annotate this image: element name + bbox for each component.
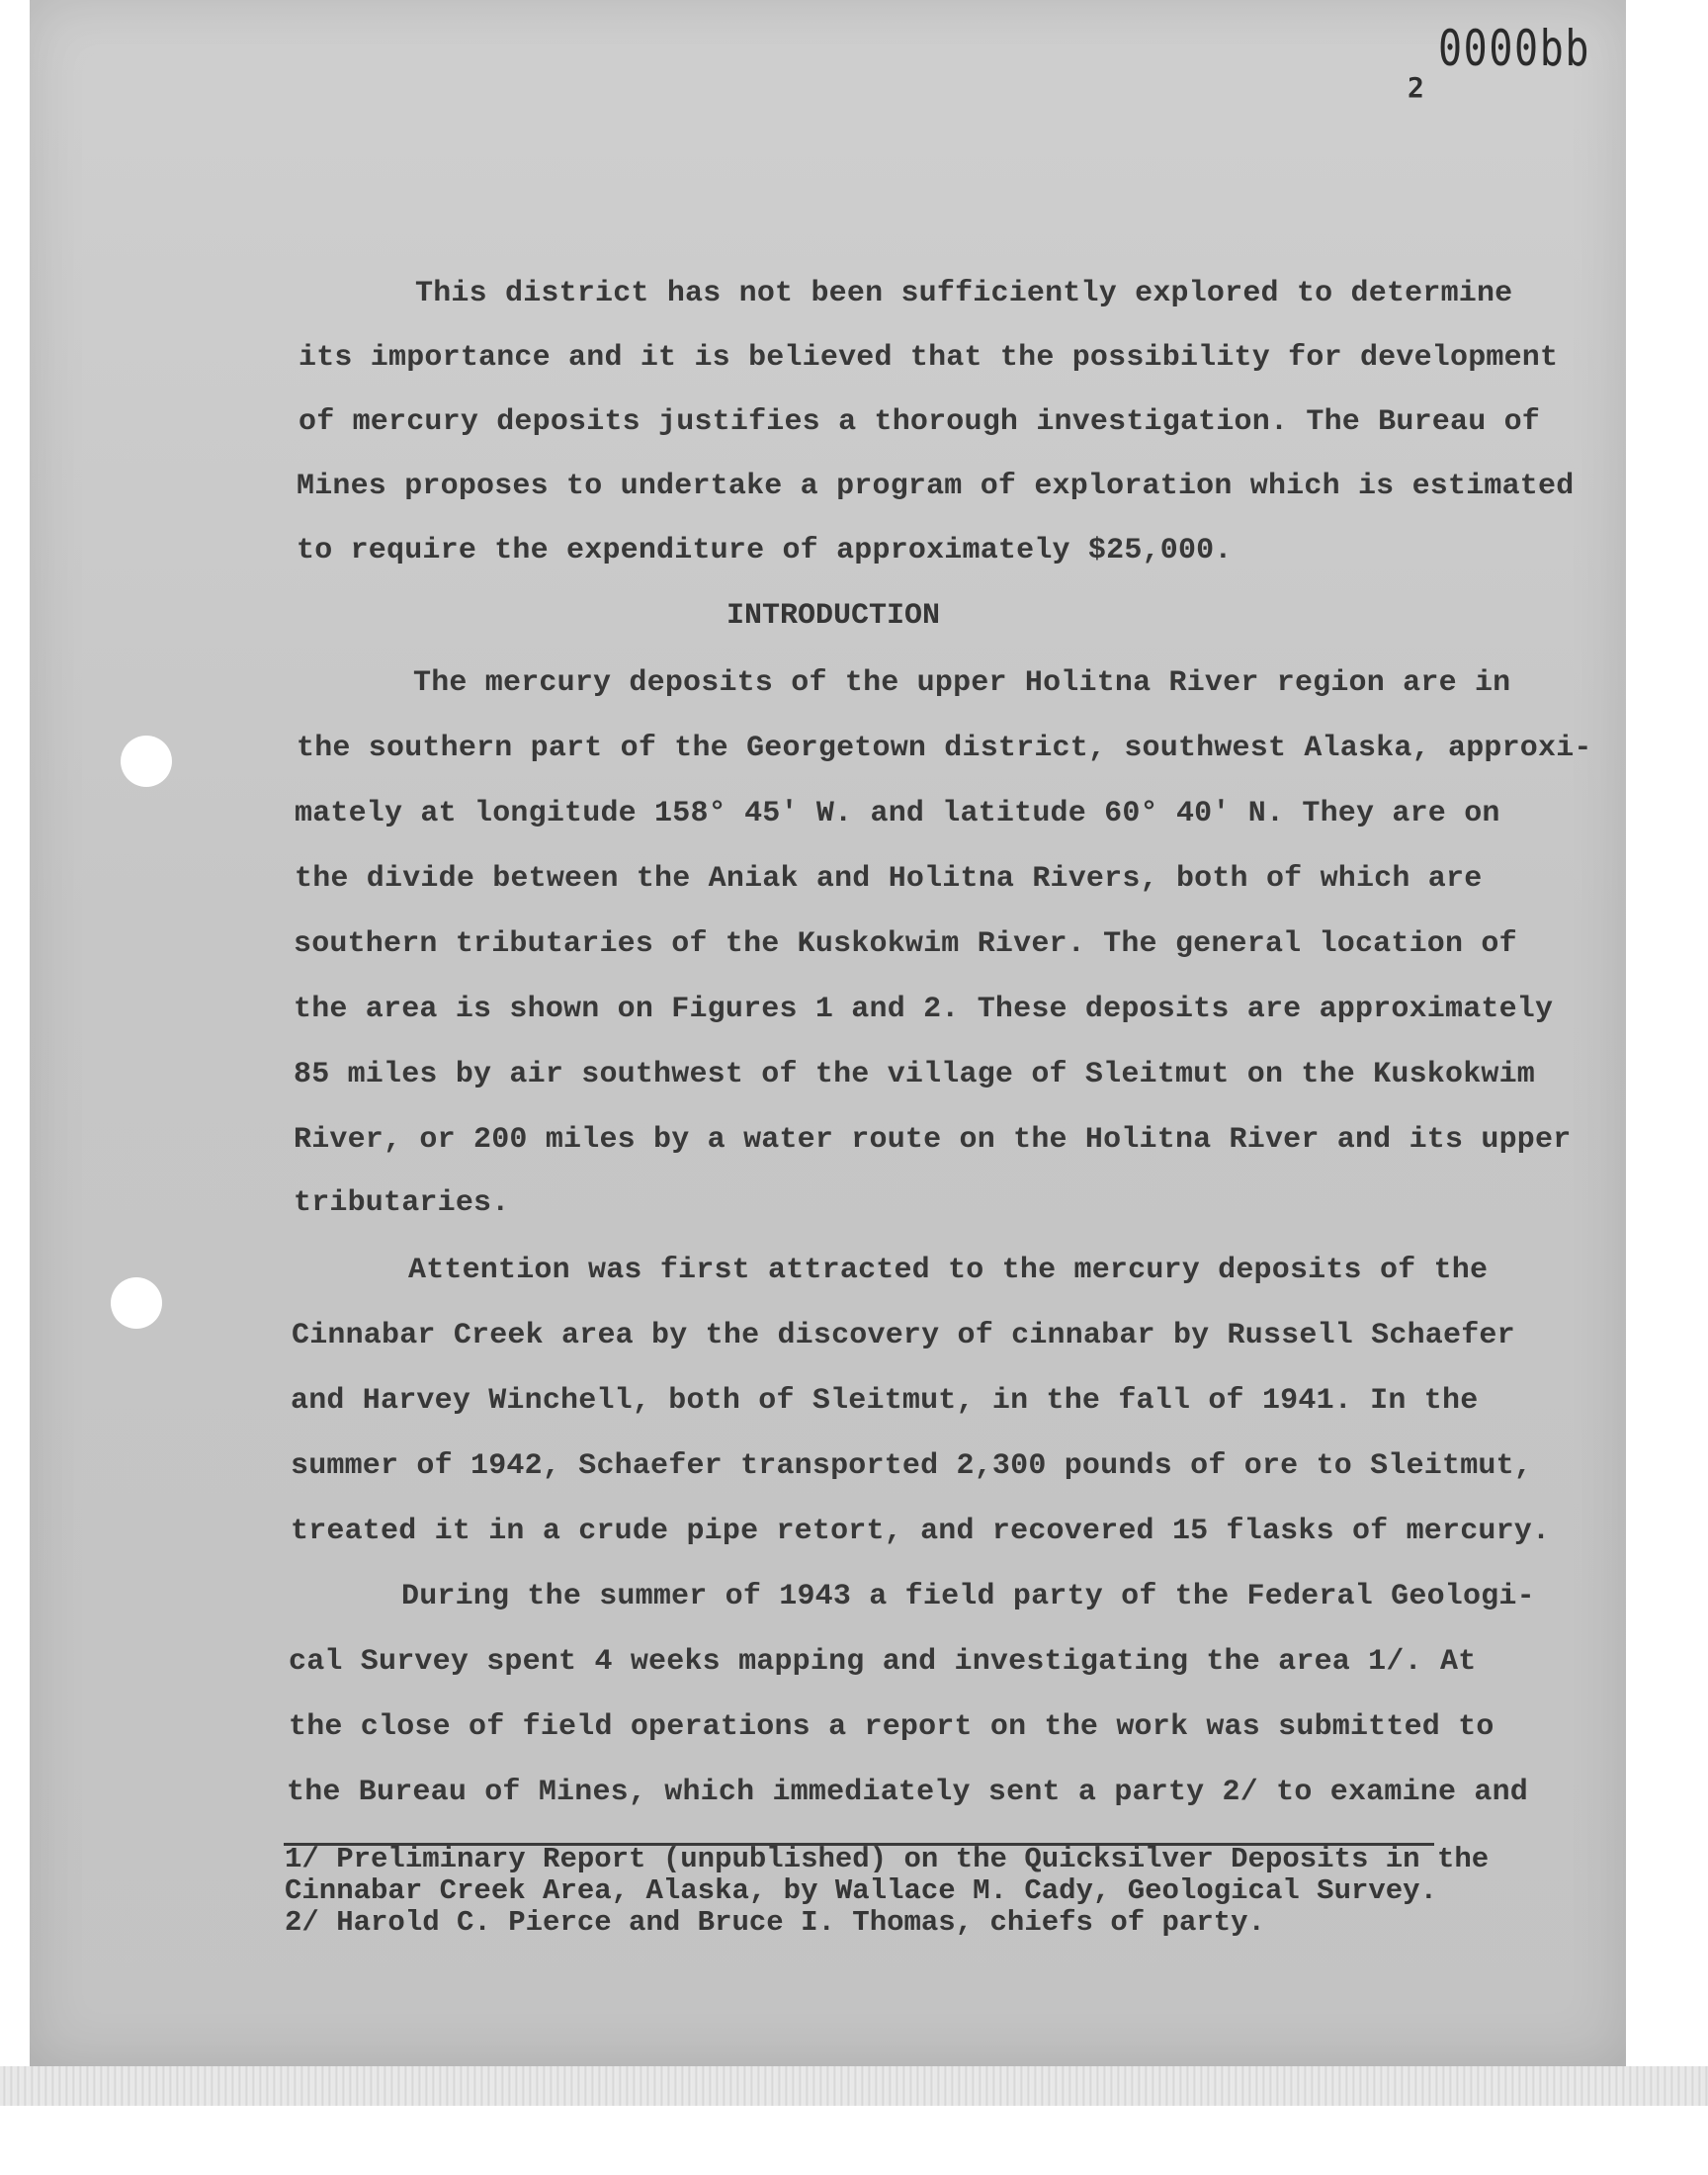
text-line: tributaries.: [294, 1186, 510, 1220]
text-line: the southern part of the Georgetown district, southwest Alaska, approxi-: [297, 732, 1592, 765]
page-number: 2: [1408, 71, 1424, 104]
text-line: to require the expenditure of approximately $25,000.: [297, 534, 1233, 567]
text-line: cal Survey spent 4 weeks mapping and investigating the area 1/. At: [289, 1645, 1477, 1679]
text-line: Mines proposes to undertake a program of exploration which is estimated: [297, 470, 1575, 503]
text-line: of mercury deposits justifies a thorough investigation. The Bureau of: [299, 405, 1541, 439]
text-line: River, or 200 miles by a water route on the Holitna River and its upper: [294, 1123, 1572, 1157]
text-line: summer of 1942, Schaefer transported 2,300 pounds of ore to Sleitmut,: [291, 1449, 1533, 1483]
text-line: its importance and it is believed that the possibility for development: [299, 341, 1559, 375]
footnote: Cinnabar Creek Area, Alaska, by Wallace M. Cady, Geological Survey.: [285, 1874, 1437, 1907]
text-line: southern tributaries of the Kuskokwim River. The general location of: [294, 927, 1517, 961]
text-line: This district has not been sufficiently explored to determine: [415, 277, 1513, 310]
punch-hole: [121, 736, 172, 787]
document-number: 0000bb: [1438, 20, 1591, 77]
text-line: and Harvey Winchell, both of Sleitmut, in the fall of 1941. In the: [291, 1384, 1479, 1418]
section-heading: INTRODUCTION: [726, 599, 941, 633]
text-line: the divide between the Aniak and Holitna Rivers, both of which are: [295, 862, 1483, 896]
text-line: the close of field operations a report on the work was submitted to: [289, 1710, 1494, 1744]
text-line: The mercury deposits of the upper Holitna River region are in: [413, 666, 1511, 700]
text-line: treated it in a crude pipe retort, and recovered 15 flasks of mercury.: [291, 1515, 1551, 1548]
footnote: 1/ Preliminary Report (unpublished) on the Quicksilver Deposits in the: [285, 1843, 1490, 1875]
scan-edge: [0, 2066, 1708, 2106]
text-line: mately at longitude 158° 45' W. and latitude 60° 40' N. They are on: [295, 797, 1500, 830]
punch-hole: [111, 1277, 162, 1329]
text-line: During the summer of 1943 a field party of the Federal Geologi-: [401, 1580, 1535, 1613]
text-line: 85 miles by air southwest of the village of Sleitmut on the Kuskokwim: [294, 1058, 1536, 1091]
footnote: 2/ Harold C. Pierce and Bruce I. Thomas, chiefs of party.: [285, 1906, 1265, 1939]
text-line: the area is shown on Figures 1 and 2. These deposits are approximately: [294, 993, 1554, 1026]
text-line: Cinnabar Creek area by the discovery of cinnabar by Russell Schaefer: [292, 1319, 1515, 1352]
text-line: Attention was first attracted to the mercury deposits of the: [408, 1254, 1489, 1287]
text-line: the Bureau of Mines, which immediately sent a party 2/ to examine and: [287, 1776, 1529, 1809]
